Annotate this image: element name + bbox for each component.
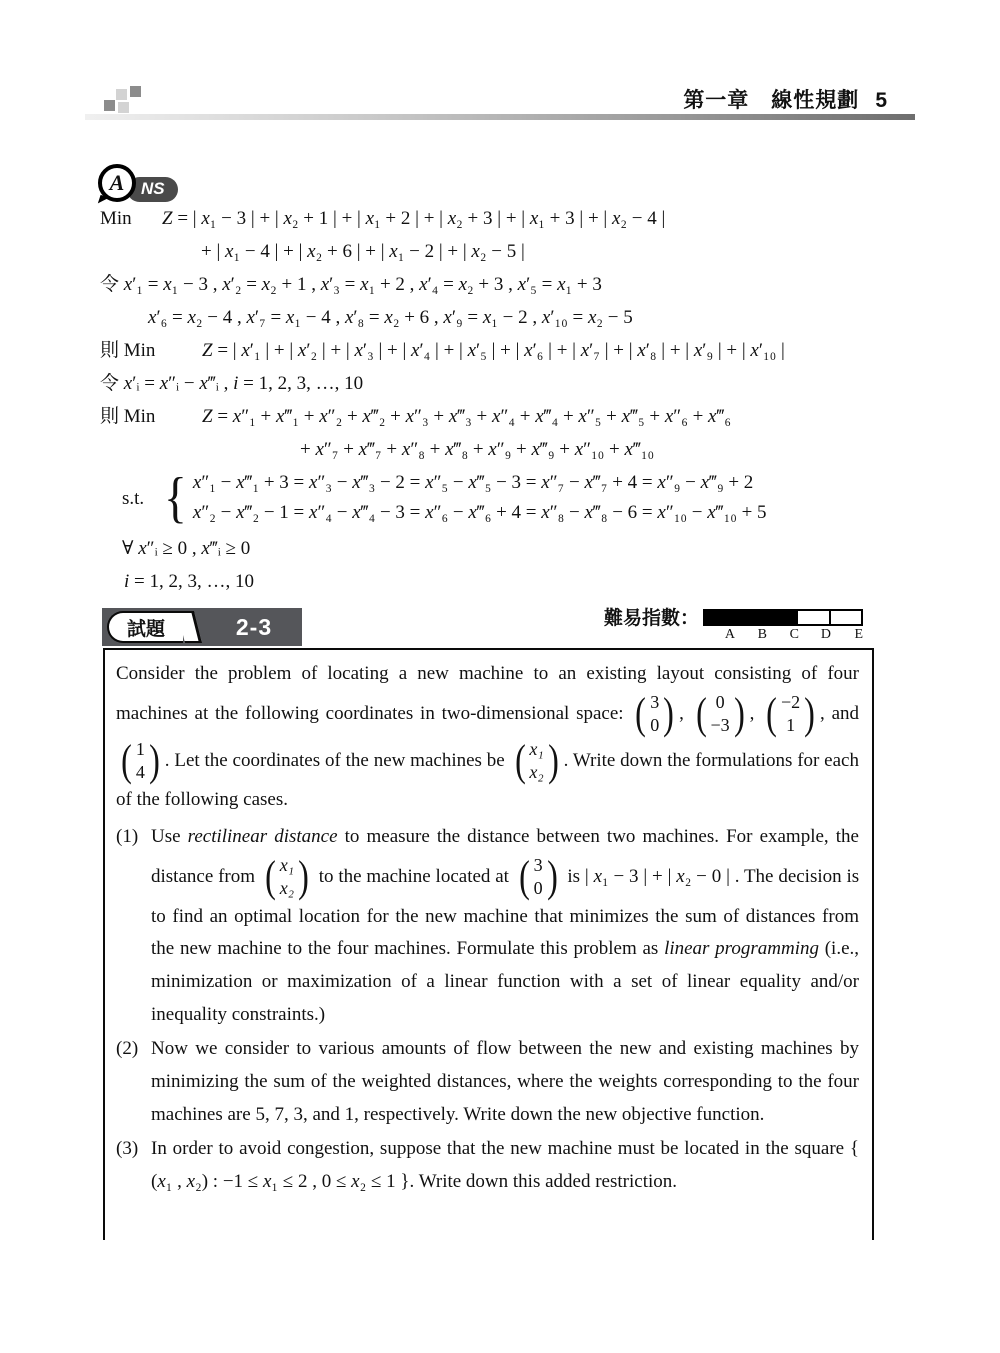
- index-range-expression: i = 1, 2, 3, …, 10: [124, 571, 254, 592]
- vector-entry: x₂: [279, 878, 295, 899]
- italic-text: rectilinear distance: [187, 826, 338, 848]
- difficulty-bar: [703, 609, 863, 626]
- logo-square: [118, 102, 129, 113]
- publisher-logo-icon: [103, 86, 149, 114]
- text-segment: (i.e., minimization or maximization of a linear function with a set of linear equality and/or inequality constraints.): [151, 938, 859, 1025]
- difficulty-scale: [703, 626, 863, 643]
- vector-entries: [709, 691, 732, 738]
- vector-entry: −3: [710, 715, 730, 736]
- text-segment: . The decision is to find an optimal location for the new machine that minimizes the sum of distances from the new machine to the four machines. Formulate this problem as: [151, 865, 860, 960]
- vector-entry: 0: [533, 878, 543, 899]
- substitution-line-3: [100, 367, 880, 400]
- text-segment: to the machine located at: [313, 865, 514, 887]
- paren-glyph: ): [546, 851, 558, 902]
- solution-block: [100, 202, 880, 598]
- difficulty-letter: A: [724, 627, 736, 642]
- objective-expression: Z = | x′₁ | + | x′₂ | + | x′₃ | + | x′₄ | + | x′₅ | + | x′₆ | + | x′₇ | + | x′₈ | + | x′₉ | + | x′₁₀ |: [202, 340, 785, 361]
- problem-box: [103, 648, 874, 1240]
- difficulty-letter: C: [789, 627, 800, 642]
- column-vector: [633, 688, 676, 739]
- objective-expression: + | x₁ − 4 | + | x₂ + 6 | + | x₁ − 2 | + | x₂ − 5 |: [201, 241, 525, 262]
- item-text: [151, 1033, 859, 1131]
- item-text: [151, 1133, 859, 1198]
- vector-entries: [134, 738, 147, 785]
- ans-badge: [98, 160, 178, 202]
- substitution-expression: x′₆ = x₂ − 4 , x′₇ = x₁ − 4 , x′₈ = x₂ + 6 , x′₉ = x₁ − 2 , x′₁₀ = x₂ − 5: [148, 307, 633, 328]
- exam-badge-number: 2-3: [235, 613, 273, 640]
- vector-entry: 0: [650, 715, 660, 736]
- vector-entry: 0: [715, 691, 725, 712]
- difficulty-empty-cell: [829, 611, 861, 624]
- substitution-expression: 令 x′₁ = x₁ − 3 , x′₂ = x₂ + 1 , x′₃ = x₁ + 2 , x′₄ = x₂ + 3 , x′₅ = x₁ + 3: [100, 274, 602, 295]
- vector-entry: 3: [533, 854, 543, 875]
- vector-entries: [532, 854, 545, 901]
- page-number: 5: [875, 89, 887, 112]
- vector-entry: 1: [135, 738, 145, 759]
- column-vector: [119, 735, 162, 786]
- difficulty-gauge: [703, 609, 863, 643]
- text-segment: is: [562, 865, 585, 887]
- constraint-lines: [193, 468, 767, 528]
- difficulty-letter: D: [820, 627, 832, 642]
- substitution-expression: 令 x′ᵢ = x″ᵢ − x‴ᵢ , i = 1, 2, 3, …, 10: [100, 373, 364, 394]
- text-segment: Consider the problem of locating a new machine to an existing layout consisting of four machines at the following coordinates in two-dimensional space:: [116, 663, 859, 724]
- column-vector: [694, 688, 747, 739]
- logo-square: [104, 100, 115, 111]
- text-segment: . Let the coordinates of the new machines be: [164, 749, 510, 771]
- problem-item-2: [116, 1033, 859, 1131]
- paren-glyph: ): [148, 735, 160, 786]
- ans-ns-label: NS: [127, 177, 178, 202]
- text-segment: ,: [749, 702, 762, 724]
- vector-entries: [779, 691, 802, 738]
- paren-glyph: (: [121, 735, 132, 786]
- substitution-line-1: [100, 268, 880, 301]
- item-number: (3): [116, 1138, 139, 1160]
- index-range-line: [100, 565, 880, 598]
- solution-objective-line-1: [100, 202, 880, 235]
- then-min-line-3: [100, 433, 880, 466]
- then-min-label: 則 Min: [100, 406, 156, 427]
- text-segment: In order to avoid congestion, suppose that the new machine must be located in the square: [151, 1138, 850, 1160]
- column-vector: [263, 851, 311, 902]
- paren-glyph: (: [635, 688, 647, 739]
- then-min-label: 則 Min: [100, 340, 156, 361]
- paren-glyph: (: [766, 688, 777, 739]
- substitution-line-2: [100, 301, 880, 334]
- italic-text: linear programming: [664, 938, 819, 960]
- objective-expression: Z = | x₁ − 3 | + | x₂ + 1 | + | x₁ + 2 | + | x₂ + 3 | + | x₁ + 3 | + | x₂ − 4 |: [162, 208, 666, 229]
- text-segment: . Write down this added restriction.: [409, 1171, 677, 1193]
- text-segment: , and: [820, 702, 860, 724]
- paren-glyph: ): [298, 851, 309, 902]
- vector-entry: 1: [786, 715, 796, 736]
- paren-glyph: ): [804, 688, 815, 739]
- problem-item-1: [116, 821, 859, 1031]
- vector-entries: [648, 691, 661, 738]
- column-vector: [764, 688, 817, 739]
- text-segment: ,: [679, 702, 691, 724]
- paren-glyph: ): [733, 688, 745, 739]
- problem-intro: [116, 658, 859, 817]
- running-head: [683, 84, 887, 114]
- nonnegativity-line: [100, 532, 880, 565]
- page-header: [85, 84, 915, 124]
- text-segment: to measure the distance between two machines. For example, the distance from: [151, 826, 859, 887]
- difficulty-fill: [705, 611, 796, 624]
- ans-a-icon: A: [98, 164, 136, 202]
- constraint-expression: x″₁ − x‴₁ + 3 = x″₃ − x‴₃ − 2 = x″₅ − x‴₅ − 3 = x″₇ − x‴₇ + 4 = x″₉ − x‴₉ + 2: [192, 472, 754, 493]
- difficulty-empty-cell: [796, 611, 828, 624]
- vector-entry: −2: [780, 691, 801, 712]
- difficulty-letter: E: [854, 627, 864, 642]
- objective-expression: Z = x″₁ + x‴₁ + x″₂ + x‴₂ + x″₃ + x‴₃ + x″₄ + x‴₄ + x″₅ + x‴₅ + x″₆ + x‴₆: [202, 406, 732, 427]
- vector-entry: x₁: [529, 738, 544, 759]
- vector-entries: [278, 854, 296, 901]
- problem-item-3: [116, 1133, 859, 1198]
- vector-entry: x₁: [279, 854, 295, 875]
- paren-glyph: (: [518, 851, 530, 902]
- difficulty-index: [604, 609, 863, 643]
- paren-glyph: (: [514, 735, 526, 786]
- exam-badge: [102, 608, 302, 646]
- paren-glyph: ): [663, 688, 675, 739]
- chapter-title: 第一章 線性規劃: [683, 89, 860, 112]
- inline-math: | x₁ − 3 | + | x₂ − 0 |: [584, 865, 730, 887]
- then-min-line-1: [100, 334, 880, 367]
- vector-entry: 4: [135, 762, 145, 783]
- difficulty-label: 難易指數：: [604, 608, 700, 629]
- constraints-row: [100, 468, 880, 528]
- exam-badge-label: 試題: [107, 611, 183, 643]
- then-min-line-2: [100, 400, 880, 433]
- logo-square: [116, 89, 127, 100]
- item-number: (2): [116, 1038, 139, 1060]
- text-segment: . Write down the formulations for each of the following cases.: [116, 749, 859, 811]
- min-label: Min: [100, 208, 132, 229]
- paren-glyph: (: [695, 688, 707, 739]
- difficulty-letter: B: [757, 627, 768, 642]
- text-segment: Now we consider to various amounts of flow between the new and existing machines by minimizing the sum of the weighted distances, where the weights corresponding to the four machines are 5, 7, 3, and 1, respectively. Write down the new objective function.: [151, 1038, 859, 1125]
- inline-math: { (x₁ , x₂) : −1 ≤ x₁ ≤ 2 , 0 ≤ x₂ ≤ 1 }: [151, 1138, 859, 1193]
- logo-square: [130, 86, 141, 97]
- nonnegativity-expression: ∀ x″ᵢ ≥ 0 , x‴ᵢ ≥ 0: [122, 538, 251, 559]
- objective-expression: + x″₇ + x‴₇ + x″₈ + x‴₈ + x″₉ + x‴₉ + x″₁₀ + x‴₁₀: [300, 439, 655, 460]
- header-rule: [85, 114, 915, 120]
- brace-glyph: {: [164, 467, 187, 529]
- column-vector: [513, 735, 561, 786]
- vector-entry: x₂: [529, 762, 544, 783]
- paren-glyph: (: [264, 851, 276, 902]
- paren-glyph: ): [547, 735, 559, 786]
- item-text: [151, 821, 859, 1031]
- solution-objective-line-2: [100, 235, 880, 268]
- text-segment: Use: [151, 826, 188, 848]
- column-vector: [517, 851, 560, 902]
- item-number: (1): [116, 826, 139, 848]
- st-label: s.t.: [122, 487, 145, 509]
- vector-entry: 3: [650, 691, 660, 712]
- constraint-expression: x″₂ − x‴₂ − 1 = x″₄ − x‴₄ − 3 = x″₆ − x‴₆ + 4 = x″₈ − x‴₈ − 6 = x″₁₀ − x‴₁₀ + 5: [192, 502, 767, 523]
- vector-entries: [527, 738, 545, 785]
